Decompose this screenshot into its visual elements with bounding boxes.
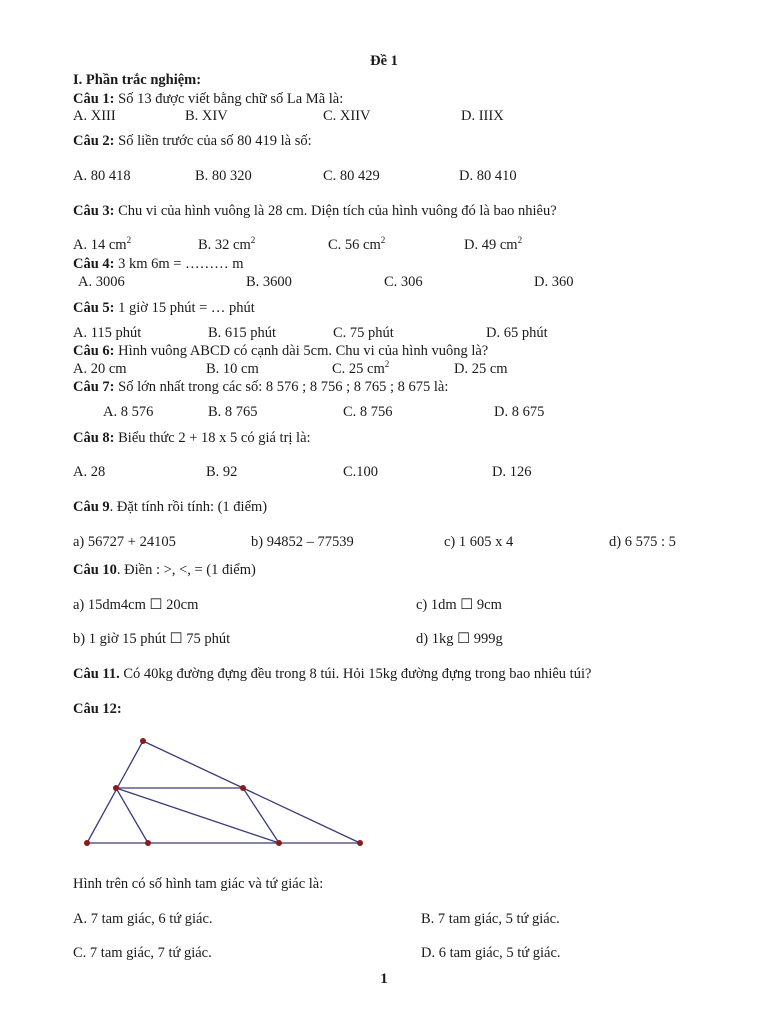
figure-point <box>145 840 151 846</box>
section-heading: I. Phần trắc nghiệm: <box>73 72 202 88</box>
option-4a: A. 3006 <box>78 274 125 290</box>
option-2a: A. 80 418 <box>73 168 131 184</box>
option-7c: C. 8 756 <box>343 404 393 420</box>
figure-point <box>113 785 119 791</box>
figure-point <box>84 840 90 846</box>
question-text: Có 40kg đường đựng đều trong 8 túi. Hỏi 15kg đường đựng trong bao nhiêu túi? <box>119 666 592 682</box>
option-2c: C. 80 429 <box>323 168 380 184</box>
option-7d: D. 8 675 <box>494 404 545 420</box>
option-6a: A. 20 cm <box>73 361 127 377</box>
option-3c: C. 56 $cm^2$ <box>328 235 386 253</box>
option-12c: C. 7 tam giác, 7 tứ giác. <box>73 945 212 961</box>
option-8b: B. 92 <box>206 464 238 480</box>
figure-segment <box>87 741 143 843</box>
figure-segment <box>116 788 148 843</box>
question-text: . Đặt tính rồi tính: (1 điểm) <box>109 499 268 515</box>
question-12-label: Câu 12: <box>73 701 122 717</box>
option-3a: A. 14 $cm^2$ <box>73 235 132 253</box>
figure-point <box>357 840 363 846</box>
question-label: Câu 6: <box>73 343 115 359</box>
figure-point <box>140 738 146 744</box>
item-9d: d) 6 575 : 5 <box>609 534 676 550</box>
item-9c: c) 1 605 x 4 <box>444 534 514 550</box>
question-label: Câu 2: <box>73 133 115 149</box>
option-2d: D. 80 410 <box>459 168 517 184</box>
option-12d: D. 6 tam giác, 5 tứ giác. <box>421 945 561 961</box>
option-2b: B. 80 320 <box>195 168 252 184</box>
question-text: Chu vi của hình vuông là 28 cm. Diện tích của hình vuông đó là bao nhiêu? <box>114 203 557 219</box>
option-1a: A. XIII <box>73 108 116 124</box>
question-text: . Điền : >, <, = (1 điểm) <box>116 562 256 578</box>
question-label: Câu 5: <box>73 300 115 316</box>
item-10a: a) 15dm4cm ☐ 20cm <box>73 597 199 613</box>
item-10d: d) 1kg ☐ 999g <box>416 631 503 647</box>
figure-lines <box>87 741 360 843</box>
exam-title: Đề 1 <box>370 53 398 69</box>
option-6b: B. 10 cm <box>206 361 259 377</box>
option-6c: C. 25 $cm^2$ <box>332 359 390 377</box>
option-4d: D. 360 <box>534 274 574 290</box>
option-5a: A. 115 phút <box>73 325 142 341</box>
item-9a: a) 56727 + 24105 <box>73 534 176 550</box>
question-text: Biểu thức 2 + 18 x 5 có giá trị là: <box>114 430 311 446</box>
option-7b: B. 8 765 <box>208 404 258 420</box>
option-1d: D. IIIX <box>461 108 504 124</box>
question-label: Câu 1: <box>73 91 115 107</box>
item-10b: b) 1 giờ 15 phút ☐ 75 phút <box>73 631 231 647</box>
figure-point <box>276 840 282 846</box>
question-label: Câu 4: <box>73 256 115 272</box>
option-3d: D. 49 $cm^2$ <box>464 235 523 253</box>
option-4c: C. 306 <box>384 274 423 290</box>
option-5d: D. 65 phút <box>486 325 548 341</box>
option-1c: C. XIIV <box>323 108 371 124</box>
question-text: 3 km 6m = ……… m <box>114 256 244 272</box>
option-6d: D. 25 cm <box>454 361 508 377</box>
question-text: 1 giờ 15 phút = … phút <box>114 300 255 316</box>
option-7a: A. 8 576 <box>103 404 154 420</box>
option-4b: B. 3600 <box>246 274 292 290</box>
page-number: 1 <box>380 971 388 987</box>
item-10c: c) 1dm ☐ 9cm <box>416 597 502 613</box>
option-3b: B. 32 $cm^2$ <box>198 235 256 253</box>
option-5b: B. 615 phút <box>208 325 277 341</box>
option-1b: B. XIV <box>185 108 228 124</box>
option-8c: C.100 <box>343 464 379 480</box>
option-12b: B. 7 tam giác, 5 tứ giác. <box>421 911 560 927</box>
item-9b: b) 94852 – 77539 <box>251 534 354 550</box>
figure-point <box>240 785 246 791</box>
question-label: Câu 3: <box>73 203 115 219</box>
question-text: Số lớn nhất trong các số: 8 576 ; 8 756 ; 8 765 ; 8 675 là: <box>114 379 449 395</box>
question-label: Câu 9 <box>73 499 110 515</box>
question-12-text: Hình trên có số hình tam giác và tứ giác là: <box>73 876 324 892</box>
option-8a: A. 28 <box>73 464 106 480</box>
option-12a: A. 7 tam giác, 6 tứ giác. <box>73 911 213 927</box>
figure-segment <box>116 788 279 843</box>
question-label: Câu 7: <box>73 379 115 395</box>
question-text: Số 13 được viết bằng chữ số La Mã là: <box>114 91 344 107</box>
question-text: Hình vuông ABCD có cạnh dài 5cm. Chu vi của hình vuông là? <box>114 343 489 359</box>
question-label: Câu 10 <box>73 562 117 578</box>
question-text: Số liền trước của số 80 419 là số: <box>114 133 312 149</box>
question-label: Câu 11. <box>73 666 120 682</box>
question-label: Câu 8: <box>73 430 115 446</box>
option-8d: D. 126 <box>492 464 532 480</box>
figure-segment <box>143 741 360 843</box>
option-5c: C. 75 phút <box>333 325 394 341</box>
